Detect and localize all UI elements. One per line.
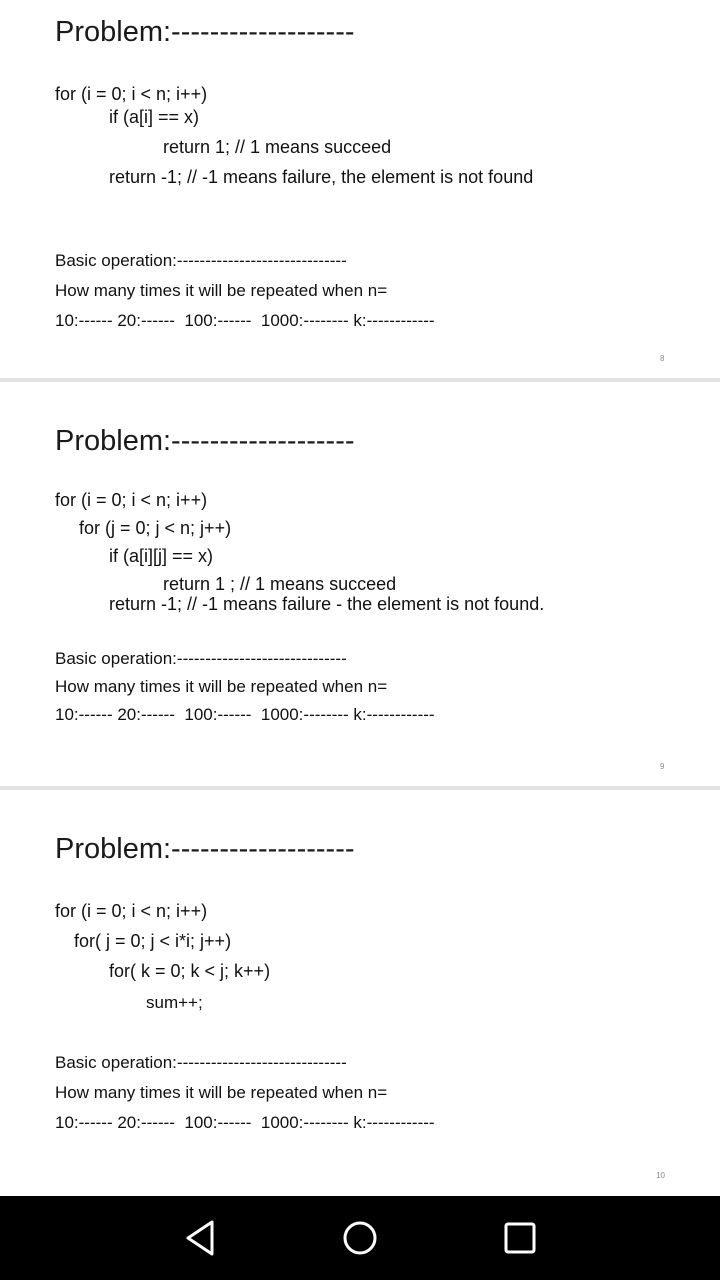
- answer-blanks: 10:------ 20:------ 100:------ 1000:-------- k:------------: [55, 1113, 435, 1132]
- recents-icon[interactable]: [496, 1214, 544, 1262]
- code-line: if (a[i] == x): [109, 107, 200, 127]
- code-line: for (j = 0; j < n; j++): [79, 518, 232, 538]
- code-line: for (i = 0; i < n; i++): [55, 84, 208, 104]
- back-icon[interactable]: [176, 1214, 224, 1262]
- slide-8: [0, 0, 720, 378]
- home-icon[interactable]: [336, 1214, 384, 1262]
- code-line: return 1; // 1 means succeed: [163, 137, 392, 157]
- page-number: 9: [660, 762, 665, 771]
- slide-10: [0, 790, 720, 1196]
- page-number: 8: [660, 354, 665, 363]
- slide-title: Problem:-------------------: [55, 16, 355, 48]
- answer-blanks: 10:------ 20:------ 100:------ 1000:-------- k:------------: [55, 311, 435, 330]
- question-text: How many times it will be repeated when n=: [55, 1083, 388, 1102]
- basic-operation-label: Basic operation:------------------------------: [55, 251, 347, 270]
- system-navigation-bar: [0, 1196, 720, 1280]
- question-text: How many times it will be repeated when n=: [55, 281, 388, 300]
- basic-operation-label: Basic operation:------------------------------: [55, 649, 347, 668]
- code-line: for( j = 0; j < i*i; j++): [74, 931, 232, 951]
- page-number: 10: [656, 1171, 665, 1180]
- basic-operation-label: Basic operation:------------------------------: [55, 1053, 347, 1072]
- answer-blanks: 10:------ 20:------ 100:------ 1000:-------- k:------------: [55, 705, 435, 724]
- question-text: How many times it will be repeated when n=: [55, 677, 388, 696]
- code-line: return -1; // -1 means failure - the element is not found.: [109, 594, 545, 614]
- code-line: return -1; // -1 means failure, the element is not found: [109, 167, 534, 187]
- code-line: sum++;: [146, 993, 203, 1012]
- code-line: for (i = 0; i < n; i++): [55, 490, 208, 510]
- slide-title: Problem:-------------------: [55, 833, 355, 865]
- code-line: for( k = 0; k < j; k++): [109, 961, 271, 981]
- slide-title: Problem:-------------------: [55, 425, 355, 457]
- code-line: return 1 ; // 1 means succeed: [163, 574, 397, 594]
- code-line: for (i = 0; i < n; i++): [55, 901, 208, 921]
- slide-9: [0, 382, 720, 786]
- code-line: if (a[i][j] == x): [109, 546, 214, 566]
